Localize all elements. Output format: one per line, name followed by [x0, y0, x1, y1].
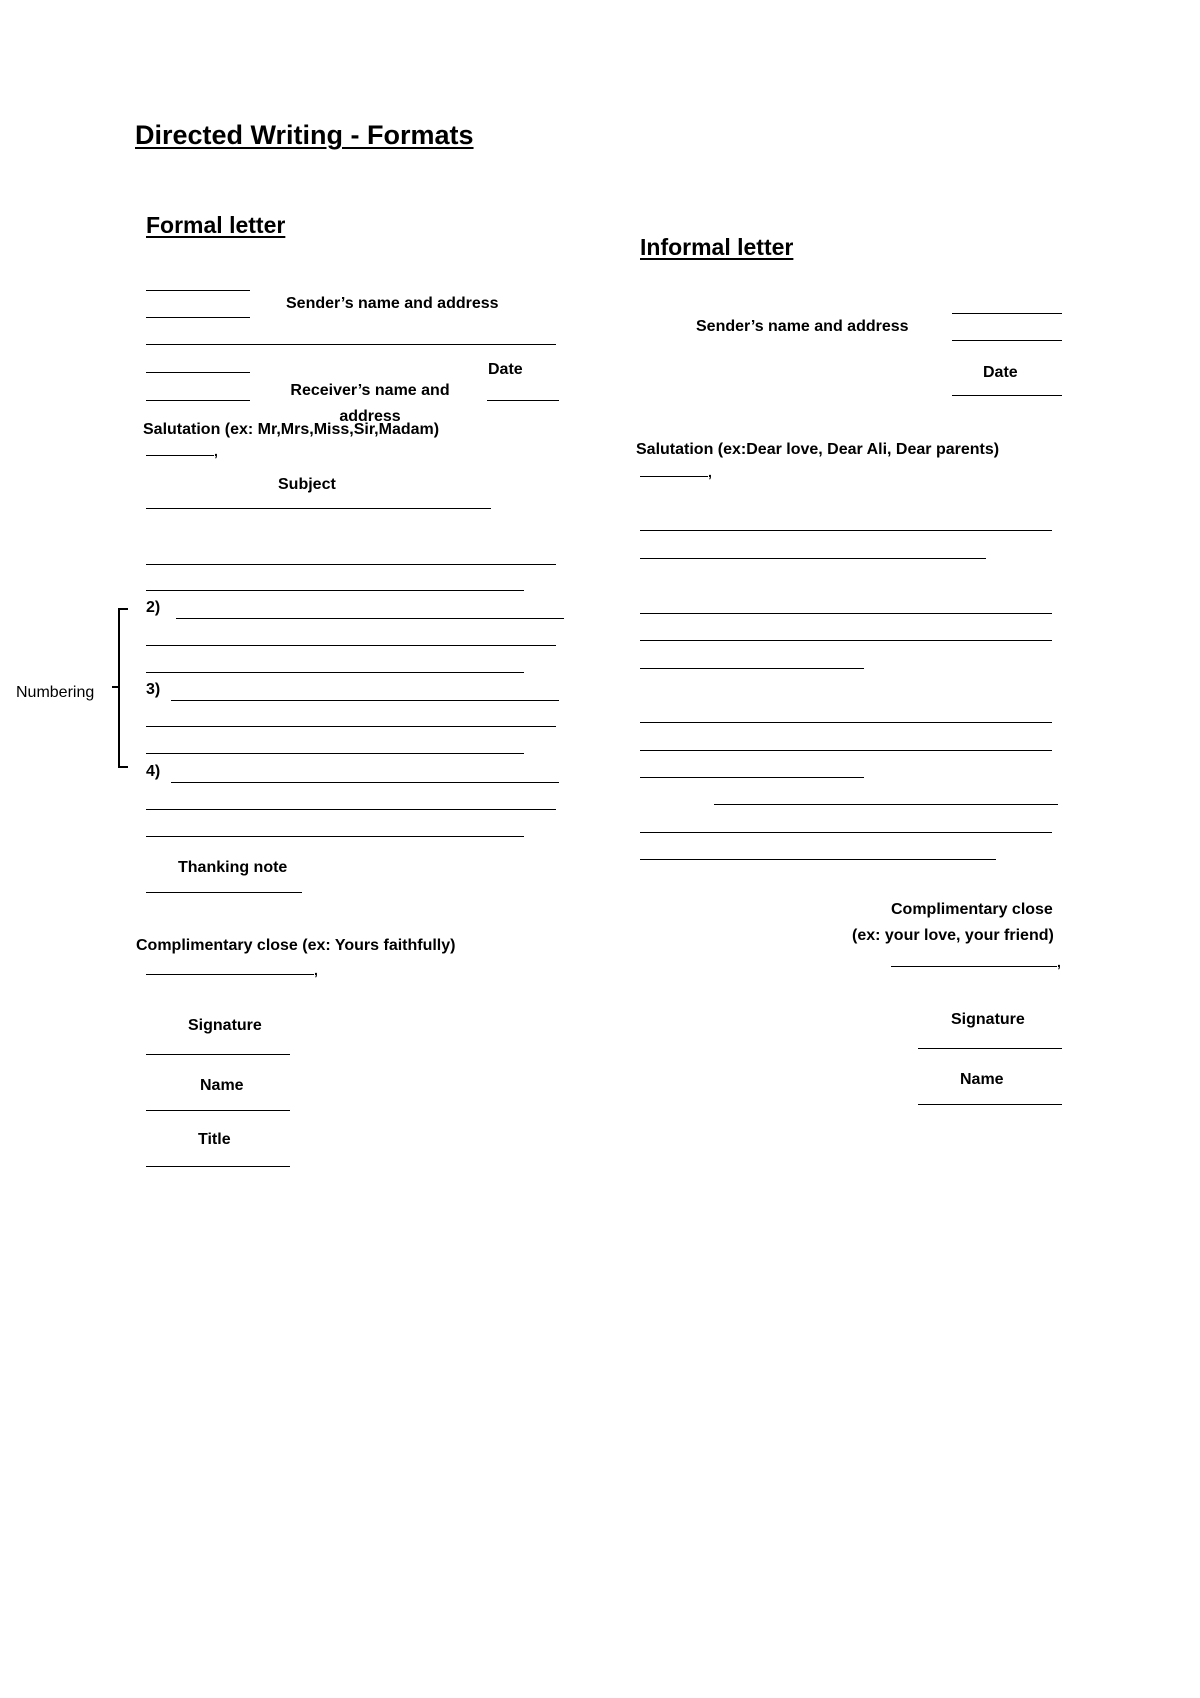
numbering-label: Numbering	[16, 684, 95, 701]
formal-signature-label: Signature	[188, 1017, 262, 1034]
informal-date-label: Date	[983, 364, 1018, 381]
comma: ,	[214, 443, 218, 459]
signature-line	[146, 1054, 290, 1055]
comma: ,	[314, 962, 318, 978]
number-4: 4)	[146, 763, 161, 780]
body-line	[146, 590, 524, 591]
numbering-bracket	[118, 608, 128, 768]
salutation-line	[640, 476, 708, 477]
body-line	[146, 726, 556, 727]
formal-title-label: Title	[198, 1131, 231, 1148]
date-line	[952, 395, 1062, 396]
signature-line	[918, 1048, 1062, 1049]
body-line	[146, 753, 524, 754]
number-2: 2)	[146, 599, 161, 616]
informal-sender-label: Sender’s name and address	[696, 318, 909, 335]
body-line	[146, 672, 524, 673]
body-line	[640, 777, 864, 778]
number-3: 3)	[146, 681, 161, 698]
name-line	[918, 1104, 1062, 1105]
sender-line	[146, 290, 250, 291]
body-line	[640, 722, 1052, 723]
comma: ,	[708, 464, 712, 480]
divider-line	[146, 344, 556, 345]
body-line	[146, 564, 556, 565]
formal-thanking-label: Thanking note	[178, 859, 288, 876]
formal-date-label: Date	[488, 361, 523, 378]
salutation-line	[146, 455, 214, 456]
sender-line	[146, 317, 250, 318]
sender-line	[952, 340, 1062, 341]
body-line	[640, 640, 1052, 641]
date-line	[487, 400, 559, 401]
formal-salutation-label: Salutation (ex: Mr,Mrs,Miss,Sir,Madam)	[143, 421, 440, 438]
formal-subject-label: Subject	[278, 476, 336, 493]
body-line	[171, 700, 559, 701]
informal-salutation-label: Salutation (ex:Dear love, Dear Ali, Dear parents)	[636, 441, 1000, 458]
name-line	[146, 1110, 290, 1111]
informal-complimentary-example: (ex: your love, your friend)	[852, 927, 1054, 944]
informal-signature-label: Signature	[951, 1011, 1025, 1028]
formal-receiver-label: Receiver’s name and address	[290, 382, 450, 425]
subject-line	[146, 508, 491, 509]
comma: ,	[1057, 954, 1061, 970]
body-line	[640, 832, 1052, 833]
informal-name-label: Name	[960, 1071, 1004, 1088]
body-line	[176, 618, 564, 619]
formal-sender-label: Sender’s name and address	[286, 295, 499, 312]
body-line	[640, 558, 986, 559]
body-line	[146, 809, 556, 810]
complimentary-line	[146, 974, 314, 975]
formal-complimentary-label: Complimentary close (ex: Yours faithfully)	[136, 937, 456, 954]
sender-line	[952, 313, 1062, 314]
title-line	[146, 1166, 290, 1167]
formal-name-label: Name	[200, 1077, 244, 1094]
body-line	[640, 750, 1052, 751]
thanking-line	[146, 892, 302, 893]
receiver-line	[146, 372, 250, 373]
complimentary-line	[891, 966, 1057, 967]
informal-complimentary-label: Complimentary close	[891, 901, 1053, 918]
formal-letter-heading: Formal letter	[146, 212, 286, 238]
body-line	[640, 613, 1052, 614]
body-line	[640, 530, 1052, 531]
body-line	[146, 836, 524, 837]
body-line	[714, 804, 1058, 805]
page-title: Directed Writing - Formats	[135, 120, 474, 150]
body-line	[640, 668, 864, 669]
body-line	[640, 859, 996, 860]
informal-letter-heading: Informal letter	[640, 234, 794, 260]
body-line	[146, 645, 556, 646]
receiver-line	[146, 400, 250, 401]
body-line	[171, 782, 559, 783]
numbering-bracket-tick	[112, 686, 120, 688]
